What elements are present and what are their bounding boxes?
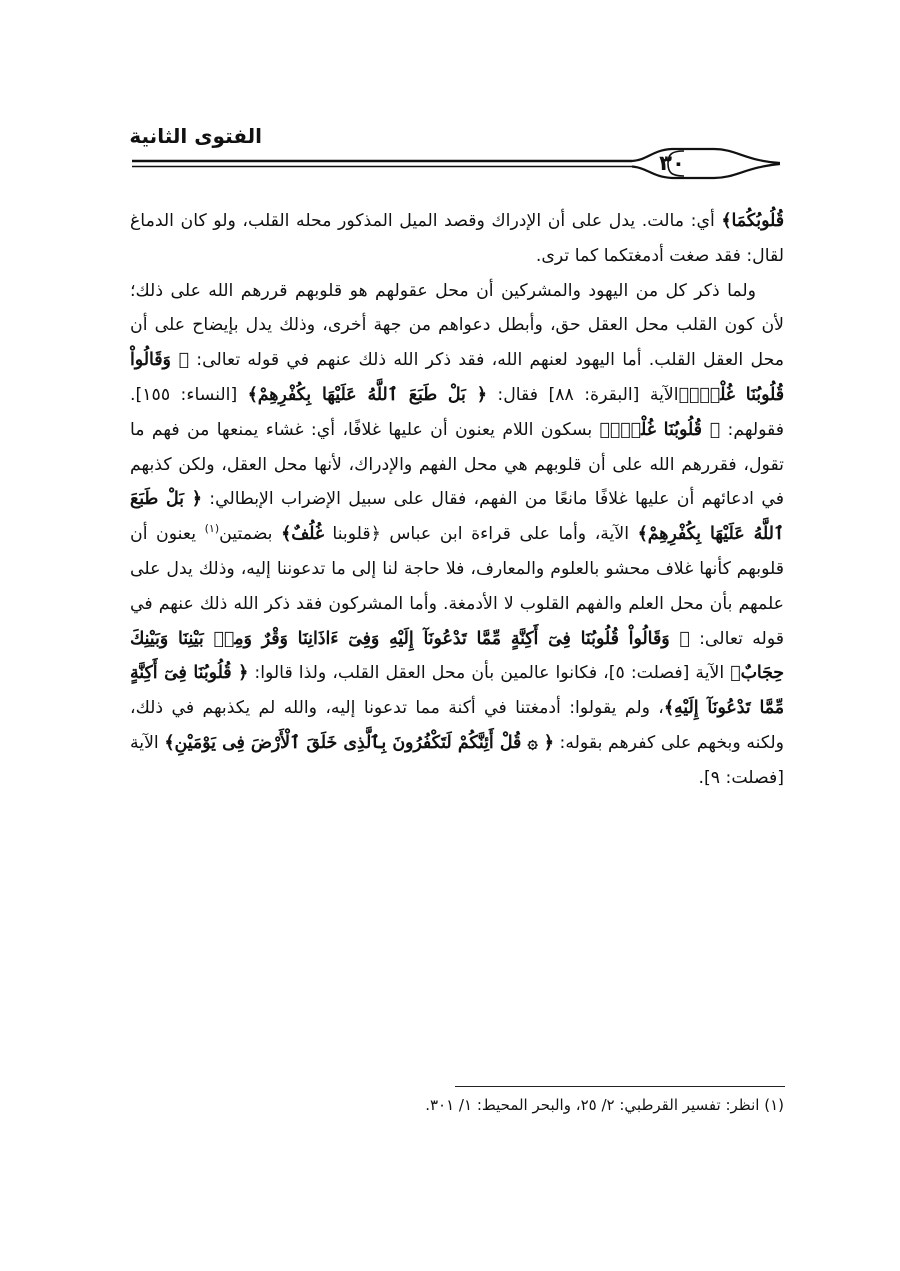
text-run: بضمتين (219, 524, 282, 545)
body-text (130, 204, 784, 796)
text-run: ولما ذكر كل من اليهود والمشركين أن محل عقولهم هو قلوبهم قررهم الله على ذلك؛ لأن كون القلب محل العقل حق، وأبطل دعواهم من جهة أخرى، وذلك يدل بإيضاح على أن محل العقل القلب. أما اليهود لعنهم الله، فقد ذكر الله ذلك عنهم في قوله تعالى: (130, 280, 784, 371)
footnote: (١) انظر: تفسير القرطبي: ٢/ ٢٥، والبحر المحيط: ١/ ٣٠١. (425, 1096, 784, 1114)
paragraph (130, 204, 784, 274)
quran-verse: ﴿ قُلُوبُنَا غُلْفٌۢ﴾ (599, 419, 721, 440)
footnote-divider (455, 1086, 785, 1087)
text-run: الآية [فصلت: ٩]. (130, 732, 784, 788)
text-run: بسكون اللام يعنون أن عليها غلافًا، أي: غشاء يمنعها من فهم ما تقول، فقررهم الله على أن قلوبهم هي محل الفهم والإدراك، لأنها محل العقل، ولكن كذبهم في ادعائهم أن عليها غلافًا مانعًا من الفهم، فقال على سبيل الإضراب الإبطالي: (130, 419, 784, 510)
quran-verse: ﴿ ۞ قُلْ أَئِنَّكُمْ لَتَكْفُرُونَ بِٱلَّذِى خَلَقَ ٱلْأَرْضَ فِى يَوْمَيْنِ﴾ (164, 732, 554, 753)
quran-verse: ﴿ وَقَالُواْ قُلُوبُنَا فِىٓ أَكِنَّةٍ مِّمَّا تَدْعُونَآ إِلَيْهِ وَفِىٓ ءَاذَانِنَا وَقْرٌ وَمِنۢ بَيْنِنَا وَبَيْنِكَ حِجَابٌ﴾ (130, 628, 784, 684)
quran-verse: ﴿ قُلُوبُنَا فِىٓ أَكِنَّةٍ مِّمَّا تَدْعُونَآ إِلَيْهِ﴾ (130, 663, 784, 719)
text-run: الآية [فصلت: ٥]، فكانوا عالمين بأن محل العقل القلب، ولذا قالوا: (248, 663, 731, 684)
paragraph (130, 274, 784, 796)
running-header-title: الفتوى الثانية (129, 124, 262, 148)
quran-verse: ﴿ وَقَالُواْ قُلُوبُنَا غُلْفٌۢ﴾ (130, 350, 785, 405)
text-run: أي: مالت. يدل على أن الإدراك وقصد الميل المذكور محله القلب، ولو كان الدماغ لقال: فقد صغت أدمغتكما كما ترى. (130, 211, 784, 266)
quran-verse: قُلُوبُكُمَا﴾ (721, 211, 784, 231)
text-run: الآية، وأما على قراءة ابن عباس ﴿قلوبنا (323, 524, 638, 545)
quran-verse: ﴿ بَلْ طَبَعَ ٱللَّهُ عَلَيْهَا بِكُفْرِهِمْ﴾ (130, 489, 784, 545)
quran-verse: ﴿ بَلْ طَبَعَ ٱللَّهُ عَلَيْهَا بِكُفْرِهِمْ﴾ (247, 384, 487, 405)
text-run: [النساء: ١٥٥]. فقولهم: (130, 384, 785, 440)
text-run: الآية [البقرة: ٨٨] فقال: (486, 384, 679, 405)
footnote-reference: (١) (204, 522, 220, 536)
quran-verse: غُلُفٌ﴾ (281, 524, 324, 545)
text-run: ، ولم يقولوا: أدمغتنا في أكنة مما تدعونا إليه، والله لم يكذبهم في ذلك، ولكنه وبخهم على كفرهم بقوله: (130, 698, 785, 753)
text-run: يعنون أن قلوبهم كأنها غلاف محشو بالعلوم والمعارف، فلا حاجة لنا إلى ما تدعوننا إليه، وذلك يدل على علمهم بأن محل العلم والفهم القلوب لا الأدمغة. وأما المشركون فقد ذكر الله ذلك عنهم في قوله تعالى: (130, 524, 785, 649)
page-number: ٣٠ (659, 151, 685, 175)
